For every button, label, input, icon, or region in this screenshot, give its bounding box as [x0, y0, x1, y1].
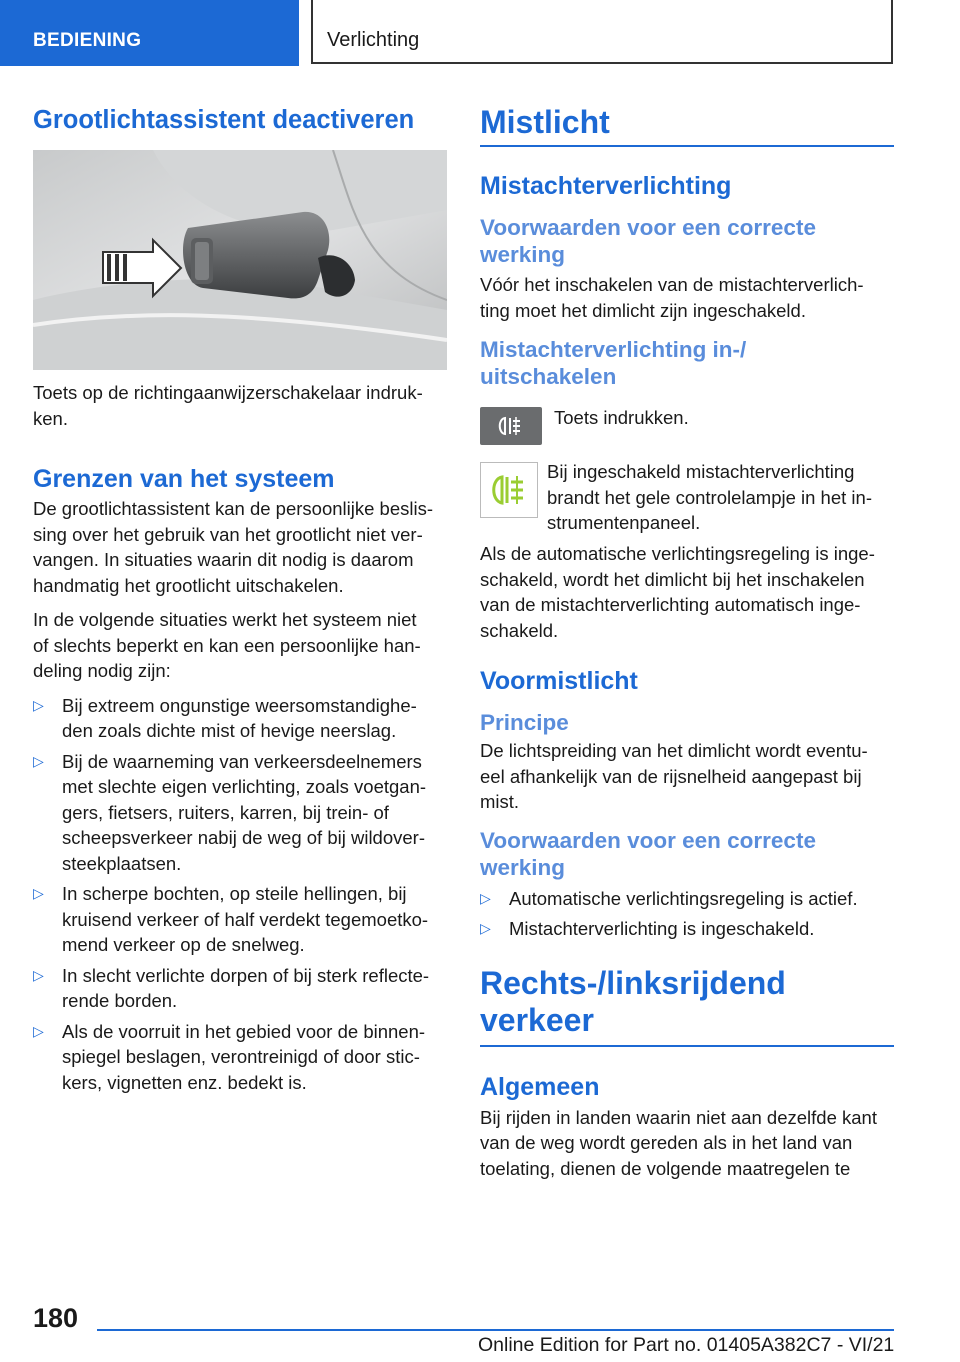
- bullet-text: Als de voorruit in het gebied voor de binnen- spiegel beslagen, verontreinigd of door stic- kers, vignetten enz. bedekt is.: [62, 1020, 426, 1093]
- turn-signal-stalk-image: [33, 150, 447, 370]
- conditions-bullet-list: [480, 886, 894, 942]
- heading-traffic-side: Rechts-/linksrijdend verkeer: [480, 964, 786, 1038]
- heading-front-fog: Voormistlicht: [480, 667, 638, 695]
- bullet-triangle-icon: ▷: [33, 885, 44, 901]
- button-row: [480, 407, 894, 447]
- lamp-row: [480, 460, 894, 538]
- bullet-text: Bij de waarneming van verkeersdeelnemers met slechte eigen verlichting, zoals voetgan- gers, fietsers, ruiters, karren, bij trein- of scheepsverkeer nabij de weg of bij wildover- steekplaatsen.: [62, 750, 427, 874]
- list-item: [33, 693, 448, 744]
- chapter-box: [311, 0, 893, 64]
- rear-fog-warning-lamp-icon: [480, 462, 538, 518]
- stalk-illustration: [33, 150, 447, 370]
- bullet-text: Bij extreem ongunstige weersomstandighe- den zoals dichte mist of hevige neerslag.: [62, 694, 417, 741]
- paragraph-principle: De lichtspreiding van het dimlicht wordt eventu- eel afhankelijk van de rijsnelheid aangepast bij mist.: [480, 740, 868, 812]
- left-column: [33, 104, 448, 1095]
- paragraph-conditions: Vóór het inschakelen van de mistachterverlich- ting moet het dimlicht zijn ingeschakeld.: [480, 274, 864, 321]
- list-item: [33, 1019, 448, 1096]
- paragraph-general: Bij rijden in landen waarin niet aan dezelfde kant van de weg wordt gereden als in het land van toelating, dienen de volgende maatregelen te: [480, 1106, 877, 1179]
- bullet-text: In scherpe bochten, op steile hellingen, bij kruisend verkeer of half verdekt tegemoetko- mend verkeer op de snelweg.: [62, 883, 429, 955]
- section-tab: [0, 0, 299, 66]
- heading-rule: [480, 145, 894, 147]
- bullet-triangle-icon: ▷: [33, 966, 44, 983]
- bullet-triangle-icon: ▷: [480, 920, 491, 936]
- heading-high-beam-deactivate: Grootlichtassistent deactiveren: [33, 106, 415, 134]
- limits-bullet-list: [33, 693, 448, 1096]
- page-number: 180: [33, 1303, 79, 1333]
- subheading-conditions: Voorwaarden voor een correcte werking: [480, 215, 816, 267]
- heading-general: Algemeen: [480, 1072, 600, 1101]
- bullet-triangle-icon: ▷: [33, 752, 44, 769]
- rear-fog-button-icon: [480, 407, 542, 445]
- bullet-triangle-icon: ▷: [33, 696, 44, 713]
- chapter-label: Verlichting: [327, 29, 420, 51]
- list-item: [480, 916, 894, 942]
- button-instruction: Toets indrukken.: [554, 407, 689, 428]
- bullet-triangle-icon: ▷: [33, 1022, 44, 1039]
- footer-rule: [97, 1329, 894, 1331]
- subheading-conditions-2: Voorwaarden voor een correcte werking: [480, 827, 816, 880]
- subheading-principle: Principe: [480, 710, 569, 735]
- list-item: [33, 963, 448, 1014]
- paragraph-auto-lighting: Als de automatische verlichtingsregeling is inge- schakeld, wordt het dimlicht bij het inschakelen van de mistachterverlichting automatisch inge- schakeld.: [480, 543, 875, 641]
- list-item: [33, 881, 448, 958]
- paragraph-limits-1: De grootlichtassistent kan de persoonlijke beslis- sing over het gebruik van het grootlicht niet ver- vangen. In situaties waarin dit nodig is daarom handmatig het grootlicht uitschakelen.: [33, 498, 434, 596]
- heading-fog-light: Mistlicht: [480, 104, 610, 140]
- bullet-text: In slecht verlichte dorpen of bij sterk reflecte- rende borden.: [62, 964, 430, 1011]
- right-column: [480, 103, 894, 1181]
- edition-text: Online Edition for Part no. 01405A382C7 - VI/21: [478, 1334, 895, 1356]
- section-label: BEDIENING: [33, 30, 142, 51]
- bullet-text: Mistachterverlichting is ingeschakeld.: [509, 918, 815, 939]
- list-item: [480, 886, 894, 912]
- heading-system-limits: Grenzen van het systeem: [33, 465, 335, 493]
- heading-rear-fog: Mistachterverlichting: [480, 172, 732, 200]
- lamp-description: Bij ingeschakeld mistachterverlichting brandt het gele controlelampje in het in- strumentenpaneel.: [547, 461, 872, 533]
- paragraph-limits-2: In de volgende situaties werkt het systeem niet of slechts beperkt en kan een persoonlijke han- deling nodig zijn:: [33, 609, 421, 681]
- bullet-text: Automatische verlichtingsregeling is actief.: [509, 887, 858, 909]
- list-item: [33, 749, 448, 877]
- bullet-triangle-icon: ▷: [480, 889, 491, 906]
- subheading-switch: Mistachterverlichting in-/ uitschakelen: [480, 337, 747, 389]
- image-caption: Toets op de richtingaanwijzerschakelaar indruk- ken.: [33, 382, 423, 429]
- heading-rule: [480, 1045, 894, 1047]
